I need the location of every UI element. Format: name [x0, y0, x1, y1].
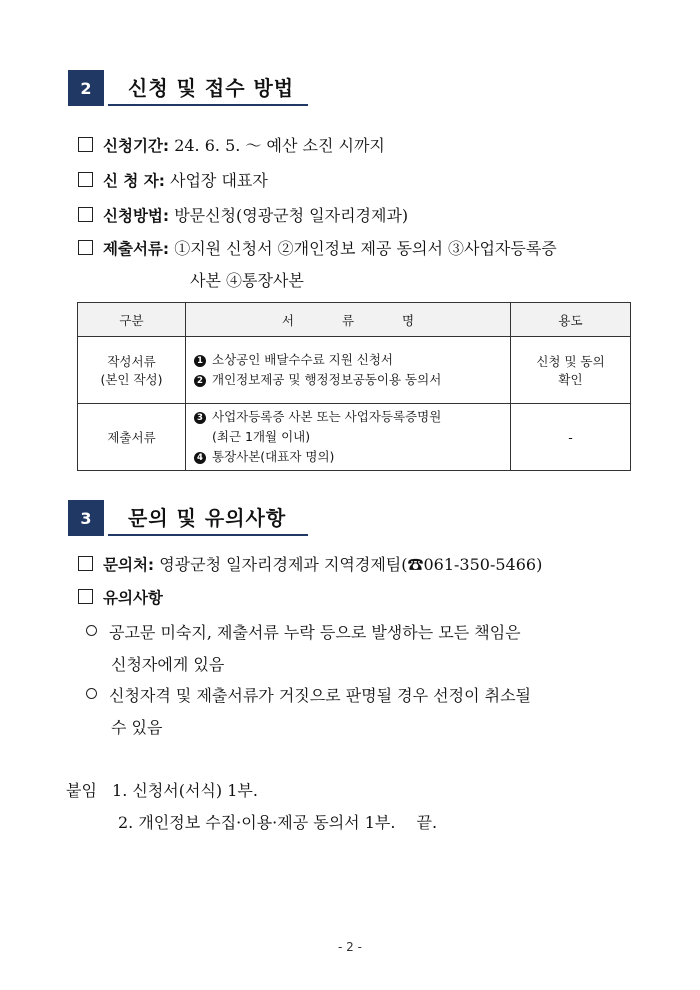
table-row: [78, 404, 631, 471]
notes-heading-line: [78, 586, 163, 608]
section-underline: [108, 534, 308, 536]
document-item: 1 소상공인 배달수수료 지원 신청서: [194, 350, 502, 370]
header-usage: 용도: [511, 303, 631, 337]
attachment-item: 2. 개인정보 수집·이용·제공 동의서 1부.: [118, 813, 396, 832]
item-label: 유의사항: [103, 589, 163, 607]
circled-number-icon: 2: [194, 375, 206, 387]
item-label: 제출서류:: [103, 240, 170, 258]
attachment-line-2: [118, 810, 437, 833]
application-method-line: [78, 203, 408, 226]
required-documents-continued: 사본 ④통장사본: [190, 271, 304, 290]
contact-line: [78, 552, 542, 575]
page-number: - 2 -: [338, 940, 362, 954]
document-item: 2 개인정보제공 및 행정정보공동이용 동의서: [194, 370, 502, 390]
section-title: 신청 및 접수 방법: [128, 76, 295, 100]
item-label: 신 청 자:: [103, 172, 165, 190]
checkbox-square-icon: [78, 556, 93, 571]
circle-bullet-icon: [86, 688, 97, 699]
checkbox-square-icon: [78, 589, 93, 604]
checkbox-square-icon: [78, 240, 93, 255]
header-category: 구분: [78, 303, 186, 337]
section-number: 3: [68, 500, 104, 536]
circled-number-icon: 3: [194, 412, 206, 424]
header-document-name: 서 류 명: [186, 303, 511, 337]
category-cell: 작성서류 (본인 작성): [78, 337, 186, 404]
note-item-continued: 수 있음: [111, 718, 163, 737]
application-period-line: [78, 133, 385, 156]
section-number: 2: [68, 70, 104, 106]
documents-cell: [186, 404, 511, 471]
item-label: 문의처:: [103, 556, 155, 574]
document-item: 3 사업자등록증 사본 또는 사업자등록증명원: [194, 407, 502, 427]
attachment-item: 1. 신청서(서식) 1부.: [112, 781, 258, 800]
item-value: 24. 6. 5. ～ 예산 소진 시까지: [174, 136, 385, 155]
item-value: 사업장 대표자: [170, 171, 268, 190]
documents-table: [77, 302, 631, 471]
checkbox-square-icon: [78, 137, 93, 152]
checkbox-square-icon: [78, 172, 93, 187]
table-header-row: [78, 303, 631, 337]
documents-cell: [186, 337, 511, 404]
document-item: 4 통장사본(대표자 명의): [194, 447, 502, 467]
section-underline: [108, 104, 308, 106]
note-item-continued: 신청자에게 있음: [111, 655, 225, 674]
note-item: 공고문 미숙지, 제출서류 누락 등으로 발생하는 모든 책임은: [86, 620, 521, 643]
section-3-header: [68, 500, 308, 536]
required-documents-line: [78, 236, 557, 259]
circle-bullet-icon: [86, 625, 97, 636]
attachment-label: 붙임: [66, 781, 97, 800]
item-value: 방문신청(영광군청 일자리경제과): [174, 206, 409, 225]
usage-cell: -: [511, 404, 631, 471]
applicant-line: [78, 168, 268, 191]
item-label: 신청방법:: [103, 207, 170, 225]
usage-cell: 신청 및 동의 확인: [511, 337, 631, 404]
section-2-header: [68, 70, 308, 106]
note-item: 신청자격 및 제출서류가 거짓으로 판명될 경우 선정이 취소될: [86, 683, 531, 706]
end-mark: 끝.: [416, 813, 438, 832]
circled-number-icon: 1: [194, 355, 206, 367]
item-value: ①지원 신청서 ②개인정보 제공 동의서 ③사업자등록증: [174, 239, 557, 258]
attachment-line-1: [66, 778, 258, 801]
document-item: (최근 1개월 이내): [212, 429, 311, 444]
checkbox-square-icon: [78, 207, 93, 222]
item-label: 신청기간:: [103, 137, 170, 155]
section-title: 문의 및 유의사항: [128, 506, 287, 530]
item-value: 영광군청 일자리경제과 지역경제팀(☎061-350-5466): [159, 555, 543, 574]
table-row: [78, 337, 631, 404]
category-cell: 제출서류: [78, 404, 186, 471]
circled-number-icon: 4: [194, 452, 206, 464]
